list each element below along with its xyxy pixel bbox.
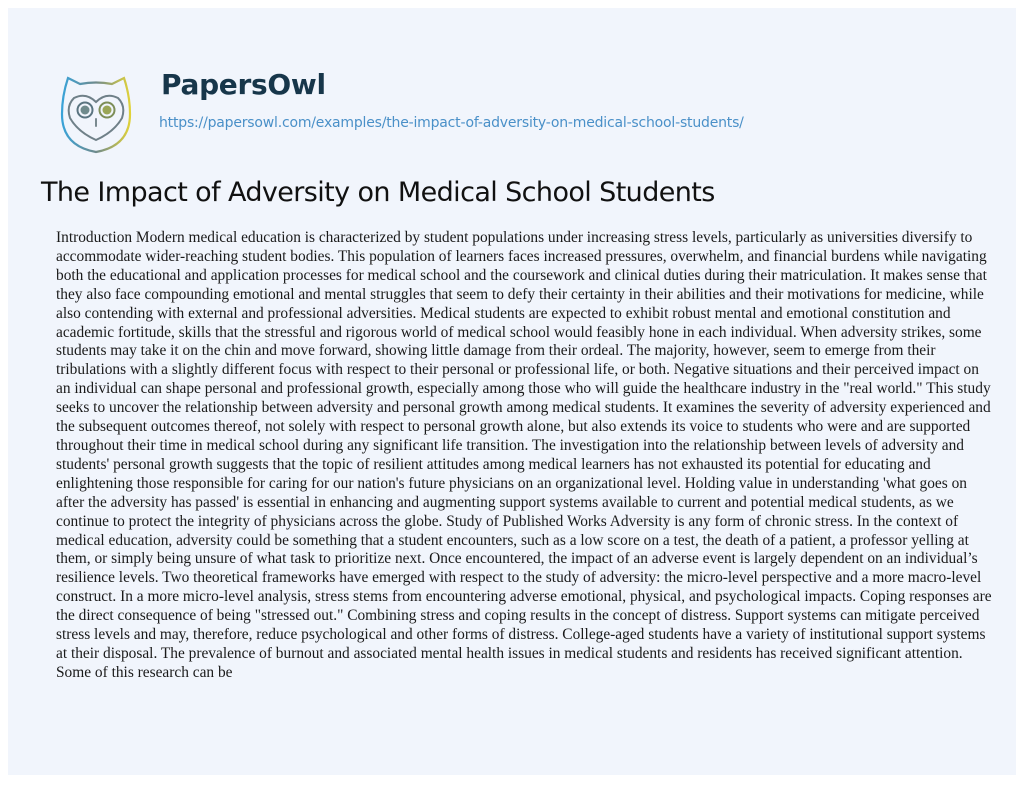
brand-name[interactable]: PapersOwl [161,68,326,101]
source-url-link[interactable]: https://papersowl.com/examples/the-impact-of-adversity-on-medical-school-students/ [159,115,744,131]
document-body: Introduction Modern medical education is characterized by student populations under increasing stress levels, particularly as universities diversify to accommodate wider-reaching student bodies. This population of learners faces increased pressures, overwhelm, and financial burdens while navigating both the educational and application processes for medical school and the coursework and clinical duties during their matriculation. It makes sense that they also face compounding emotional and mental struggles that seem to defy their certainty in their abilities and their motivations for medicine, while also contending with external and professional adversities. Medical students are expected to exhibit robust mental and emotional constitution and academic fortitude, skills that the stressful and rigorous world of medical school would feasibly hone in each individual. When adversity strikes, some students may take it on the chin and move forward, showing little damage from their ordeal. The majority, however, seem to emerge from their tribulations with a slightly different focus with respect to their personal or professional life, or both. Negative situations and their perceived impact on an individual can shape personal and professional growth, especially among those who will guide the healthcare industry in the "real world." This study seeks to uncover the relationship between adversity and personal growth among medical students. It examines the severity of adversity experienced and the subsequent outcomes thereof, not solely with respect to personal growth alone, but also extends its voice to students who were and are supported throughout their time in medical school during any significant life transition. The investigation into the relationship between levels of adversity and students' personal growth suggests that the topic of resilient attitudes among medical learners has not exhausted its potential for educating and enlightening those responsible for caring for our nation's future physicians on an organizational level. Holding value in understanding 'what goes on after the adversity has passed' is essential in enhancing and augmenting support systems available to current and potential medical students, as we continue to protect the integrity of physicians across the globe. Study of Published Works Adversity is any form of chronic stress. In the context of medical education, adversity could be something that a student encounters, such as a low score on a test, the death of a patient, a professor yelling at them, or simply being unsure of what task to prioritize next. Once encountered, the impact of an adverse event is largely dependent on an individual’s resilience levels. Two theoretical frameworks have emerged with respect to the study of adversity: the micro-level perspective and a more macro-level construct. In a more micro-level analysis, stress stems from encountering adverse emotional, physical, and psychological impacts. Coping responses are the direct consequence of being "stressed out." Combining stress and coping results in the concept of distress. Support systems can mitigate perceived stress levels and may, therefore, reduce psychological and other forms of distress. College-aged students have a variety of institutional support systems at their disposal. The prevalence of burnout and associated mental health issues in medical students and residents has received significant attention. Some of this research can be [56,229,992,681]
document-title: The Impact of Adversity on Medical School Students [41,177,715,208]
document-card [8,8,1016,775]
owl-logo-icon[interactable] [58,74,134,156]
